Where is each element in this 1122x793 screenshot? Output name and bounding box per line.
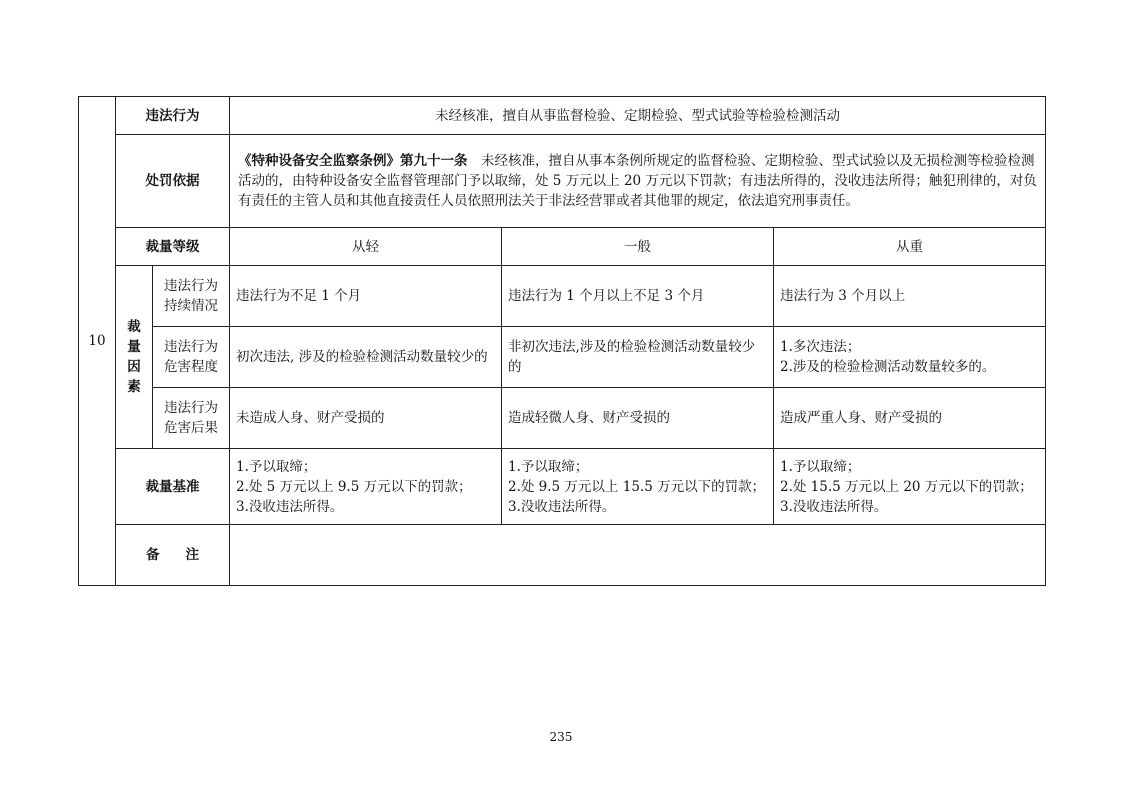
factor-heavy: 1.多次违法； 2.涉及的检验检测活动数量较多的。 [774,327,1046,388]
remark-row [79,525,1046,586]
standard-label: 裁量基准 [116,449,230,525]
factor-normal: 造成轻微人身、财产受损的 [502,388,774,449]
level-heavy: 从重 [774,228,1046,266]
page-number: 235 [549,730,573,744]
factor-name: 违法行为 持续情况 [153,266,230,327]
standard-light: 1.予以取缔； 2.处 5 万元以上 9.5 万元以下的罚款； 3.没收违法所得。 [230,449,502,525]
remark-text [230,525,1046,586]
remark-label [116,525,230,586]
standard-normal: 1.予以取缔； 2.处 9.5 万元以上 15.5 万元以下的罚款； 3.没收违法所得。 [502,449,774,525]
factor-name: 违法行为 危害后果 [153,388,230,449]
factor-light: 未造成人身、财产受损的 [230,388,502,449]
levels-label: 裁量等级 [116,228,230,266]
violation-label: 违法行为 [116,97,230,135]
remark-label-b: 注 [185,547,199,563]
remark-label-a: 备 [146,547,160,563]
basis-cell [230,135,1046,228]
factor-row-severity [79,327,1046,388]
factor-row-duration [79,266,1046,327]
factor-light: 初次违法, 涉及的检验检测活动数量较少的 [230,327,502,388]
standard-row [79,449,1046,525]
basis-row [79,135,1046,228]
basis-label: 处罚依据 [116,135,230,228]
factor-normal: 违法行为 1 个月以上不足 3 个月 [502,266,774,327]
factor-row-consequence [79,388,1046,449]
factor-normal: 非初次违法,涉及的检验检测活动数量较少的 [502,327,774,388]
level-normal: 一般 [502,228,774,266]
basis-title: 《特种设备安全监察条例》第九十一条 [238,153,468,169]
violation-text: 未经核准，擅自从事监督检验、定期检验、型式试验等检验检测活动 [230,97,1046,135]
violation-row [79,97,1046,135]
penalty-discretion-table [78,96,1046,586]
factor-light: 违法行为不足 1 个月 [230,266,502,327]
factor-heavy: 造成严重人身、财产受损的 [774,388,1046,449]
factor-heavy: 违法行为 3 个月以上 [774,266,1046,327]
level-light: 从轻 [230,228,502,266]
basis-text: 未经核准，擅自从事本条例所规定的监督检验、定期检验、型式试验以及无损检测等检验检测活动的，由特种设备安全监督管理部门予以取缔，处 5 万元以上 20 万元以下罚款；有违法所得的，没收违法所得；触犯刑律的，对负有责任的主管人员和其他直接责任人员依照刑法关于非法经营罪或者其他罪的规定，依法追究刑事责任。 [238,153,1037,209]
factors-label-char: 裁 [127,319,141,335]
factors-label-char: 量 [127,339,141,355]
factors-label [116,266,153,449]
standard-heavy: 1.予以取缔； 2.处 15.5 万元以上 20 万元以下的罚款； 3.没收违法所得。 [774,449,1046,525]
factors-label-char: 因 [127,359,141,375]
levels-row [79,228,1046,266]
factors-label-char: 素 [127,379,141,395]
factor-name: 违法行为 危害程度 [153,327,230,388]
row-number: 10 [79,97,116,586]
